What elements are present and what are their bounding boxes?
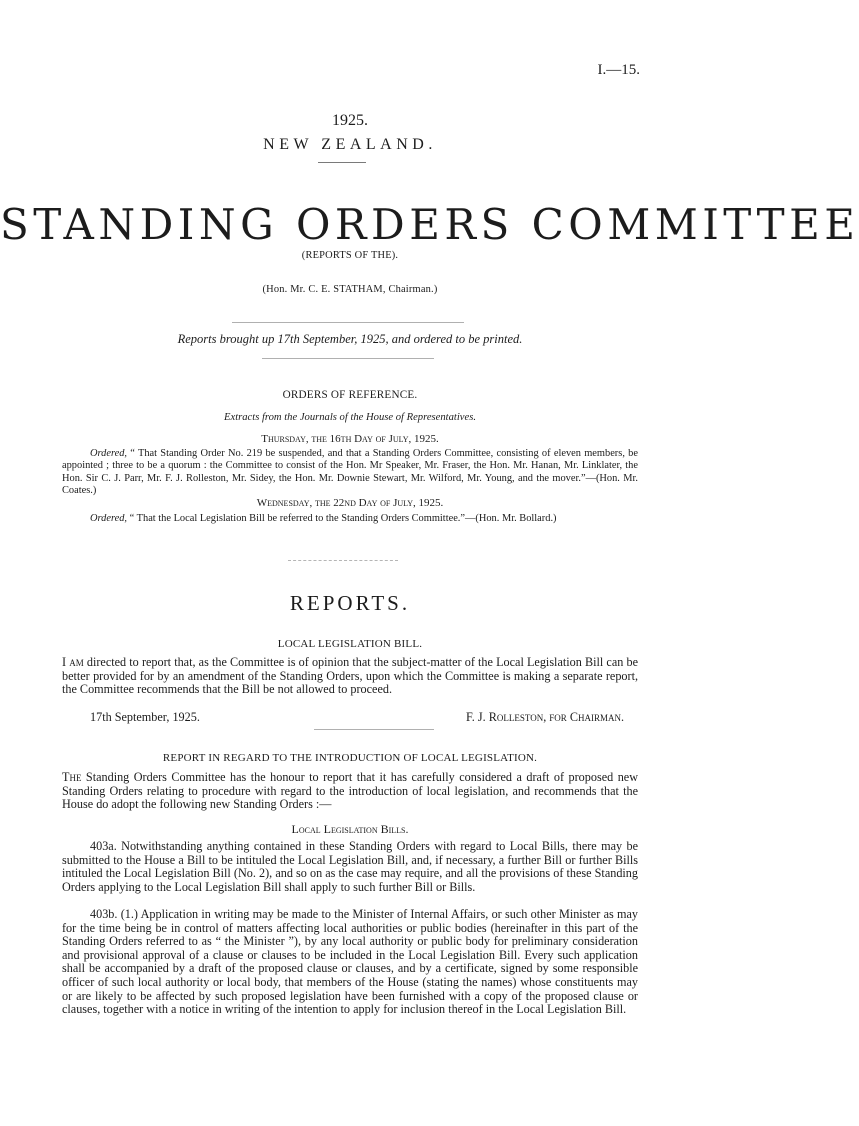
ordered-label: Ordered, — [90, 513, 128, 524]
bills-subheading: Local Legislation Bills. — [291, 822, 409, 836]
bill-signature: F. J. Rolleston, for Chairman. — [466, 710, 625, 724]
order-text: “ That the Local Legislation Bill be referred to the Standing Orders Committee.”—(Hon. Mr. Bollard.) — [127, 513, 557, 524]
chairman-line: (Hon. Mr. C. E. STATHAM, Chairman.) — [262, 284, 438, 295]
order-date-2: Wednesday, the 22nd Day of July, 1925. — [256, 497, 444, 509]
orders-heading: ORDERS OF REFERENCE. — [282, 389, 418, 401]
extracts-line: Extracts from the Journals of the House of Representatives. — [224, 412, 476, 423]
reports-heading: REPORTS. — [289, 591, 411, 615]
order-paragraph-2 — [62, 513, 638, 525]
divider — [232, 322, 464, 323]
paragraph-text: directed to report that, as the Committee is of opinion that the subject-matter of the Local Legislation Bill can be better provided for by an amendment of the Standing Orders, upon which the Committee is making a separate report, the Committee recommends that the Bill be not allowed to proceed. — [62, 655, 638, 697]
standing-order-403b: 403b. (1.) Application in writing may be made to the Minister of Internal Affairs, or such other Minister as may for the time being be in control of matters affecting local authorities or public bodies (hereinafter in this part of the Standing Orders referred to as “ the Minister ”), by any local authority or public body for preliminary consideration and provisional approval of a clause or clauses to be included in the Local Legislation Bill. Every such application shall be accompanied by a draft of the proposed clause or clauses, and by a certificate, signed by some responsible officer of such local authority or local body, that members of the House (stating the names) whose constituents may or are likely to be affected by such proposed legislation have been furnished with a copy of the proposed clause or clauses, together with a notice in writing of the intention to apply for inclusion thereof in the Local Legislation Bill. — [62, 907, 638, 1017]
bill-paragraph — [62, 656, 638, 697]
bill-date: 17th September, 1925. — [90, 710, 200, 724]
introduction-heading: REPORT IN REGARD TO THE INTRODUCTION OF LOCAL LEGISLATION. — [162, 752, 538, 764]
document-title: STANDING ORDERS COMMITTEE — [0, 200, 859, 249]
divider — [314, 729, 434, 730]
year: 1925. — [332, 112, 368, 129]
order-paragraph-1 — [62, 448, 638, 498]
order-date-1: Thursday, the 16th Day of July, 1925. — [261, 433, 439, 445]
divider — [262, 358, 434, 359]
page-reference: I.—15. — [597, 62, 640, 78]
bill-heading: LOCAL LEGISLATION BILL. — [277, 638, 423, 650]
country: NEW ZEALAND. — [263, 136, 437, 153]
standing-order-403a: 403a. Notwithstanding anything contained in these Standing Orders with regard to Local Bills, there may be submitted to the House a Bill to be intituled the Local Legislation Bill, and, if necessary, a further Bill or further Bills intituled the Local Legislation Bill (No. 2), and so on as the case may require, and all the provisions of these Standing Orders applying to the Local Legislation Bill shall apply to such further Bill or Bills. — [62, 839, 638, 894]
divider — [318, 162, 366, 163]
order-text: “ That Standing Order No. 219 be suspended, and that a Standing Orders Committee, consisting of eleven members, be appointed ; three to be a quorum : the Committee to consist of the Hon. Mr Speaker, Mr. Fraser, the Hon. Mr. Hanan, Mr. Linklater, the Hon. Sir C. J. Parr, Mr. F. J. Rolleston, Mr. Sidey, the Hon. Mr. Downie Stewart, Mr. Wilford, Mr. Young, and the mover.”—(Hon. Mr. Coates.) — [62, 448, 638, 497]
printed-note: Reports brought up 17th September, 1925, and ordered to be printed. — [177, 332, 523, 346]
paragraph-text: Standing Orders Committee has the honour to report that it has carefully considered a draft of proposed new Standing Orders relating to procedure with regard to the introduction of local legislation, and recommends that the House do adopt the following new Standing Orders :— — [62, 770, 638, 812]
lead-words: I am — [62, 655, 84, 669]
divider — [288, 560, 398, 561]
document-subtitle: (REPORTS OF THE). — [301, 250, 399, 261]
lead-words: The — [62, 770, 82, 784]
ordered-label: Ordered, — [90, 448, 128, 459]
introduction-paragraph — [62, 771, 638, 812]
